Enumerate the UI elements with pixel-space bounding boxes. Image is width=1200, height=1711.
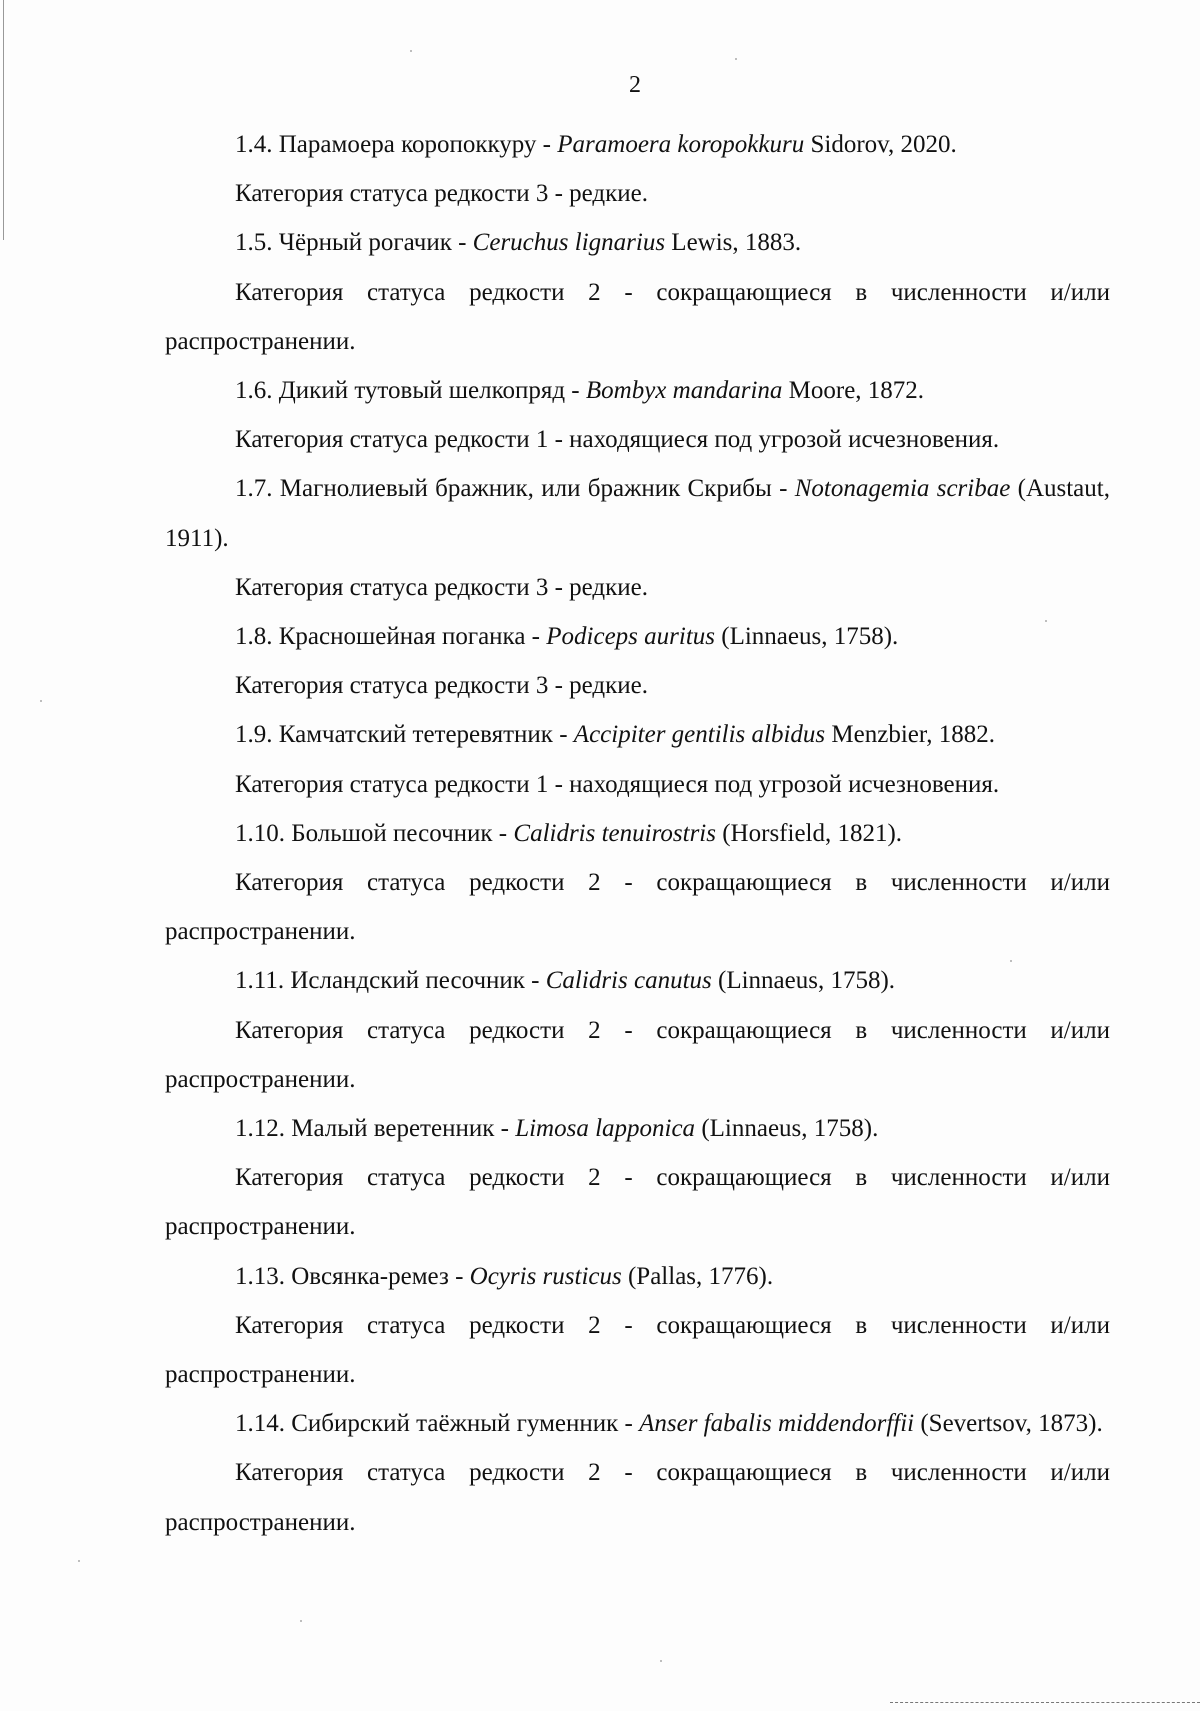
scan-speck [1045,620,1047,622]
scan-bottom-line [890,1702,1200,1703]
latin-name: Anser fabalis middendorffii [639,1410,915,1438]
scan-speck [660,1660,662,1662]
scan-speck [410,50,412,52]
entry-title: 1.12. Малый веретенник - Limosa lapponica (Linnaeus, 1758). [235,1115,879,1143]
latin-name: Ceruchus lignarius [472,229,666,257]
rarity-category: Категория статуса редкости 3 - редкие. [235,672,649,700]
scan-speck [735,58,737,60]
rarity-category: Категория статуса редкости 3 - редкие. [235,180,649,208]
scan-edge-line [3,0,4,240]
latin-name: Podiceps auritus [546,623,715,651]
rarity-category: Категория статуса редкости 2 - сокращающиеся в численности и/или распространении. [165,278,1110,355]
rarity-category: Категория статуса редкости 2 - сокращающиеся в численности и/или распространении. [165,1459,1110,1536]
rarity-category: Категория статуса редкости 3 - редкие. [235,573,649,601]
entry-title: 1.11. Исландский песочник - Calidris canutus (Linnaeus, 1758). [235,967,896,995]
scan-speck [78,1560,80,1562]
rarity-category: Категория статуса редкости 2 - сокращающиеся в численности и/или распространении. [165,1016,1110,1093]
entry-title: 1.7. Магнолиевый бражник, или бражник Скрибы - Notonagemia scribae (Austaut, 1911). [165,475,1110,552]
scan-speck [1010,960,1012,962]
rarity-category: Категория статуса редкости 2 - сокращающиеся в численности и/или распространении. [165,869,1110,946]
rarity-category: Категория статуса редкости 2 - сокращающиеся в численности и/или распространении. [165,1311,1110,1389]
scan-speck [300,1620,302,1622]
entry-title: 1.4. Парамоера коропоккуру - Paramoera koropokkuru Sidorov, 2020. [235,131,957,158]
scan-speck [40,700,42,702]
entry-title: 1.6. Дикий тутовый шелкопряд - Bombyx mandarina Moore, 1872. [235,377,925,405]
entry-title: 1.13. Овсянка-ремез - Ocyris rusticus (Pallas, 1776). [235,1262,774,1290]
latin-name: Ocyris rusticus [469,1262,622,1290]
latin-name: Limosa lapponica [515,1115,696,1143]
entry-title: 1.10. Большой песочник - Calidris tenuirostris (Horsfield, 1821). [235,819,903,847]
entry-title: 1.8. Красношейная поганка - Podiceps auritus (Linnaeus, 1758). [235,623,899,651]
rarity-category: Категория статуса редкости 1 - находящиеся под угрозой исчезновения. [235,426,1000,454]
page-number: 2 [629,72,641,98]
latin-name: Calidris canutus [545,967,712,995]
document-body [165,120,1110,1547]
latin-name: Notonagemia scribae [794,475,1011,503]
entry-title: 1.5. Чёрный рогачик - Ceruchus lignarius Lewis, 1883. [235,229,802,257]
latin-name: Bombyx mandarina [585,377,783,405]
entry-title: 1.9. Камчатский тетеревятник - Accipiter gentilis albidus Menzbier, 1882. [235,721,995,749]
latin-name: Calidris tenuirostris [513,819,716,847]
rarity-category: Категория статуса редкости 2 - сокращающиеся в численности и/или распространении. [165,1164,1110,1241]
entry-title: 1.14. Сибирский таёжный гуменник - Anser fabalis middendorffii (Severtsov, 1873). [235,1410,1103,1438]
latin-name: Paramoera koropokkuru [557,131,805,158]
latin-name: Accipiter gentilis albidus [573,721,826,749]
rarity-category: Категория статуса редкости 1 - находящиеся под угрозой исчезновения. [235,770,1000,798]
